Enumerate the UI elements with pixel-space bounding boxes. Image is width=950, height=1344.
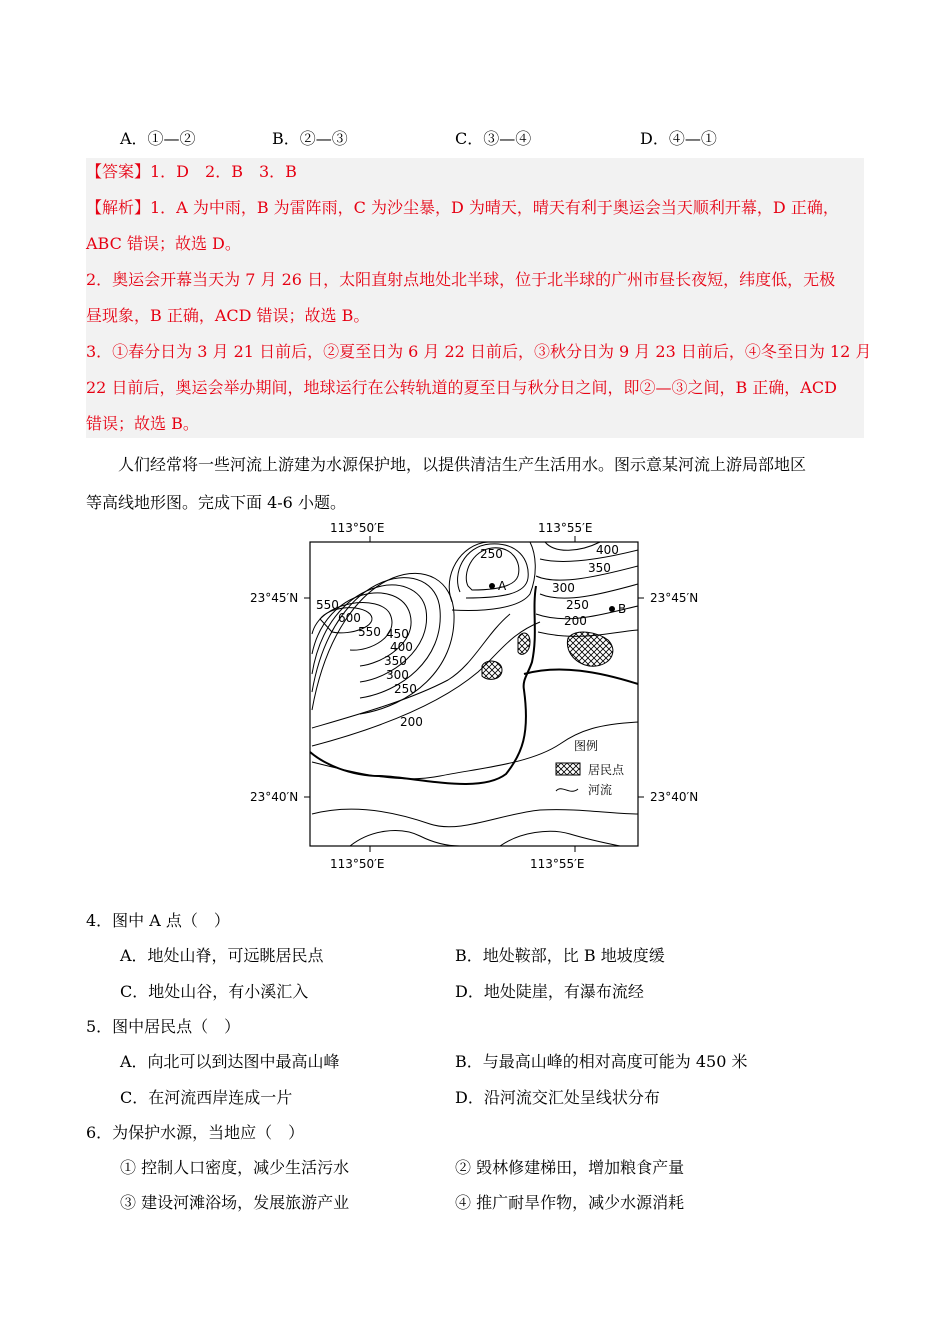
- option-a: A．①—②: [120, 129, 196, 148]
- q4-option-b: B．地处鞍部，比 B 地坡度缓: [455, 946, 665, 965]
- map-legend: [556, 738, 625, 797]
- lon-top-left: 113°50′E: [330, 521, 385, 535]
- intro-line: 人们经常将一些河流上游建为水源保护地，以提供清洁生产生活用水。图示意某河流上游局部地区: [118, 455, 807, 474]
- lon-bottom-left: 113°50′E: [330, 857, 385, 871]
- legend-river-swatch: [556, 789, 578, 792]
- map-frame: [310, 542, 638, 846]
- lon-bottom-right: 113°55′E: [530, 857, 585, 871]
- contour-map: [240, 514, 710, 874]
- question-4-stem: 4．图中 A 点（ ）: [86, 911, 230, 930]
- contour-label: 550: [358, 625, 381, 639]
- lon-top-right: 113°55′E: [538, 521, 593, 535]
- contour-label: 250: [394, 682, 417, 696]
- q6-choice-3: ③ 建设河滩浴场，发展旅游产业: [120, 1193, 350, 1212]
- q5-option-b: B．与最高山峰的相对高度可能为 450 米: [455, 1052, 748, 1071]
- contour-label: 550: [316, 598, 339, 612]
- point-b-label: B: [618, 602, 627, 616]
- contour-label: 350: [588, 561, 611, 575]
- contour-label: 400: [390, 640, 413, 654]
- analysis-line: 2．奥运会开幕当天为 7 月 26 日，太阳直射点地处北半球，位于北半球的广州市昼长夜短，纬度低，无极: [86, 270, 836, 289]
- settlement-north: [518, 633, 530, 654]
- option-c: C．③—④: [455, 129, 532, 148]
- question-6-stem: 6．为保护水源，当地应（ ）: [86, 1123, 305, 1142]
- q4-option-d: D．地处陡崖，有瀑布流经: [455, 982, 644, 1001]
- intro-line: 等高线地形图。完成下面 4-6 小题。: [86, 493, 346, 512]
- contour-label: 200: [400, 715, 423, 729]
- q5-option-c: C．在河流西岸连成一片: [120, 1088, 293, 1107]
- contour-label: 450: [386, 627, 409, 641]
- q4-option-a: A．地处山脊，可远眺居民点: [120, 946, 324, 965]
- contour-label: 200: [564, 614, 587, 628]
- lat-left-bottom: 23°40′N: [250, 790, 299, 804]
- lat-right-bottom: 23°40′N: [650, 790, 699, 804]
- analysis-line: 22 日前后，奥运会举办期间，地球运行在公转轨道的夏至日与秋分日之间，即②—③之间，B 正确，ACD: [86, 378, 837, 397]
- q6-choice-4: ④ 推广耐旱作物，减少水源消耗: [455, 1193, 685, 1212]
- point-a-label: A: [498, 579, 507, 593]
- contour-label: 400: [596, 543, 619, 557]
- analysis-line: ABC 错误；故选 D。: [86, 234, 241, 253]
- lat-right-top: 23°45′N: [650, 591, 699, 605]
- legend-settlement-label: 居民点: [588, 763, 625, 777]
- answer-box: [86, 158, 872, 438]
- contour-lines: [312, 542, 638, 846]
- analysis-line: 昼现象，B 正确，ACD 错误；故选 B。: [86, 306, 370, 325]
- analysis-line: 错误；故选 B。: [86, 414, 199, 433]
- legend-settlement-swatch: [556, 763, 580, 775]
- answer-line: 【答案】1．D 2．B 3．B: [86, 162, 297, 181]
- option-d: D．④—①: [640, 129, 717, 148]
- map-ticks: [304, 536, 644, 852]
- q5-option-d: D．沿河流交汇处呈线状分布: [455, 1088, 660, 1107]
- contour-label: 250: [566, 598, 589, 612]
- q4-option-c: C．地处山谷，有小溪汇入: [120, 982, 309, 1001]
- point-a-marker: [489, 583, 495, 589]
- legend-river-label: 河流: [588, 783, 613, 797]
- option-b: B．②—③: [272, 129, 348, 148]
- q6-choice-1: ① 控制人口密度，减少生活污水: [120, 1158, 350, 1177]
- contour-label: 300: [552, 581, 575, 595]
- contour-label: 600: [338, 611, 361, 625]
- lat-left-top: 23°45′N: [250, 591, 299, 605]
- intro-paragraph: [86, 446, 864, 522]
- contour-label: 300: [386, 668, 409, 682]
- analysis-line: 3．①春分日为 3 月 21 日前后，②夏至日为 6 月 22 日前后，③秋分日为 9 月 23 日前后，④冬至日为 12 月: [86, 342, 872, 361]
- legend-title: 图例: [574, 739, 599, 753]
- question-5-stem: 5．图中居民点（ ）: [86, 1017, 241, 1036]
- point-b-marker: [609, 606, 615, 612]
- q5-option-a: A．向北可以到达图中最高山峰: [120, 1052, 340, 1071]
- analysis-line: 【解析】1．A 为中雨，B 为雷阵雨，C 为沙尘暴，D 为晴天，晴天有利于奥运会当天顺利开幕，D 正确，: [86, 198, 839, 217]
- settlement-east: [567, 632, 613, 666]
- contour-label: 350: [384, 654, 407, 668]
- q6-choice-2: ② 毁林修建梯田，增加粮食产量: [455, 1158, 685, 1177]
- settlement-west: [482, 661, 502, 679]
- contour-label: 250: [480, 547, 503, 561]
